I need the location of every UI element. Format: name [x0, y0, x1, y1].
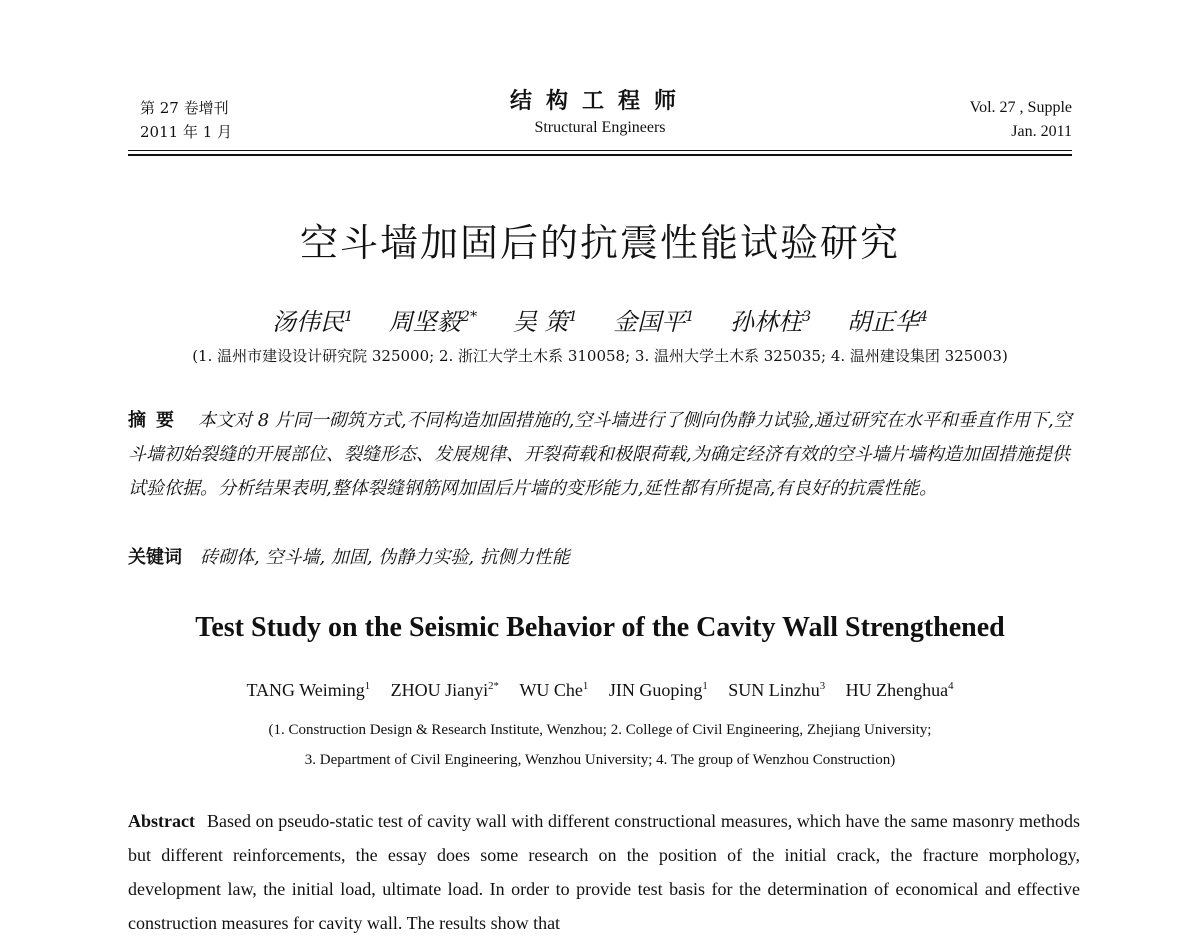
abstract-en-label: Abstract — [128, 811, 195, 831]
author-en: SUN Linzhu$^3$ — [728, 680, 826, 700]
author-cn: 汤伟民$^1$ — [272, 308, 354, 336]
abstract-cn-label: 摘要 — [128, 410, 184, 431]
abstract-en — [128, 804, 1080, 940]
issue-date: 2011 年 1 月 — [140, 123, 233, 141]
header-rule-thick — [128, 154, 1072, 156]
volume-issue: 第 27 卷增刊 — [140, 99, 229, 117]
paper-title-cn: 空斗墙加固后的抗震性能试验研究 — [299, 221, 900, 265]
abstract-cn-text: 本文对 8 片同一砌筑方式,不同构造加固措施的,空斗墙进行了侧向伪静力试验,通过研究在水平和垂直作用下,空斗墙初始裂缝的开展部位、裂缝形态、发展规律、开裂荷载和极限荷载,为确定经济有效的空斗墙片墙构造加固措施提供试验依据。分析结果表明,整体裂缝钢筋网加固后片墙的变形能力,延性都有所提高,有良好的抗震性能。 — [128, 410, 1072, 499]
header-rule-thin — [128, 150, 1072, 151]
affiliations-en — [0, 715, 1200, 775]
affiliations-en-line2: 3. Department of Civil Engineering, Wenzhou University; 4. The group of Wenzhou Construction) — [304, 752, 896, 768]
author-en: HU Zhenghua$^4$ — [845, 680, 954, 700]
keywords-cn-text: 砖砌体, 空斗墙, 加固, 伪静力实验, 抗侧力性能 — [200, 547, 570, 568]
author-cn: 吴 策$^1$ — [512, 308, 578, 336]
author-cn: 金国平$^1$ — [613, 308, 695, 336]
author-en: JIN Guoping$^1$ — [608, 680, 708, 700]
author-cn: 孙林柱$^3$ — [730, 308, 812, 336]
affiliations-en-line1: (1. Construction Design & Research Institute, Wenzhou; 2. College of Civil Engineering, Zhejiang University; — [268, 722, 932, 738]
paper-title-en: Test Study on the Seismic Behavior of the Cavity Wall Strengthened — [195, 612, 1005, 643]
affiliations-cn: (1. 温州市建设设计研究院 325000; 2. 浙江大学土木系 310058; 3. 温州大学土木系 325035; 4. 温州建设集团 325003) — [192, 347, 1008, 365]
author-en: WU Che$^1$ — [519, 680, 589, 700]
author-cn: 周坚毅$^{2*}$ — [388, 308, 478, 336]
date-en: Jan. 2011 — [1011, 123, 1072, 140]
running-header-right — [970, 96, 1072, 144]
abstract-en-text: Based on pseudo-static test of cavity wall with different constructional measures, which have the same masonry methods but different reinforcements, the essay does some research on the position of the initial crack, the fracture morphology, development law, the initial load, ultimate load. In order to provide test basis for the determination of economical and effective construction measures for cavity wall. The results show that — [128, 811, 1080, 933]
author-en: ZHOU Jianyi$^{2*}$ — [390, 680, 499, 700]
journal-name-en: Structural Engineers — [534, 119, 666, 136]
author-cn: 胡正华$^4$ — [846, 308, 928, 336]
keywords-cn — [128, 543, 570, 569]
author-en: TANG Weiming$^1$ — [246, 680, 371, 700]
volume-en: Vol. 27 , Supple — [969, 99, 1072, 116]
keywords-cn-label: 关键词 — [128, 547, 182, 568]
author-list-en — [0, 680, 1200, 701]
author-list-cn — [0, 302, 1200, 337]
journal-name-cn: 结构工程师 — [509, 88, 690, 114]
abstract-cn — [128, 404, 1080, 506]
